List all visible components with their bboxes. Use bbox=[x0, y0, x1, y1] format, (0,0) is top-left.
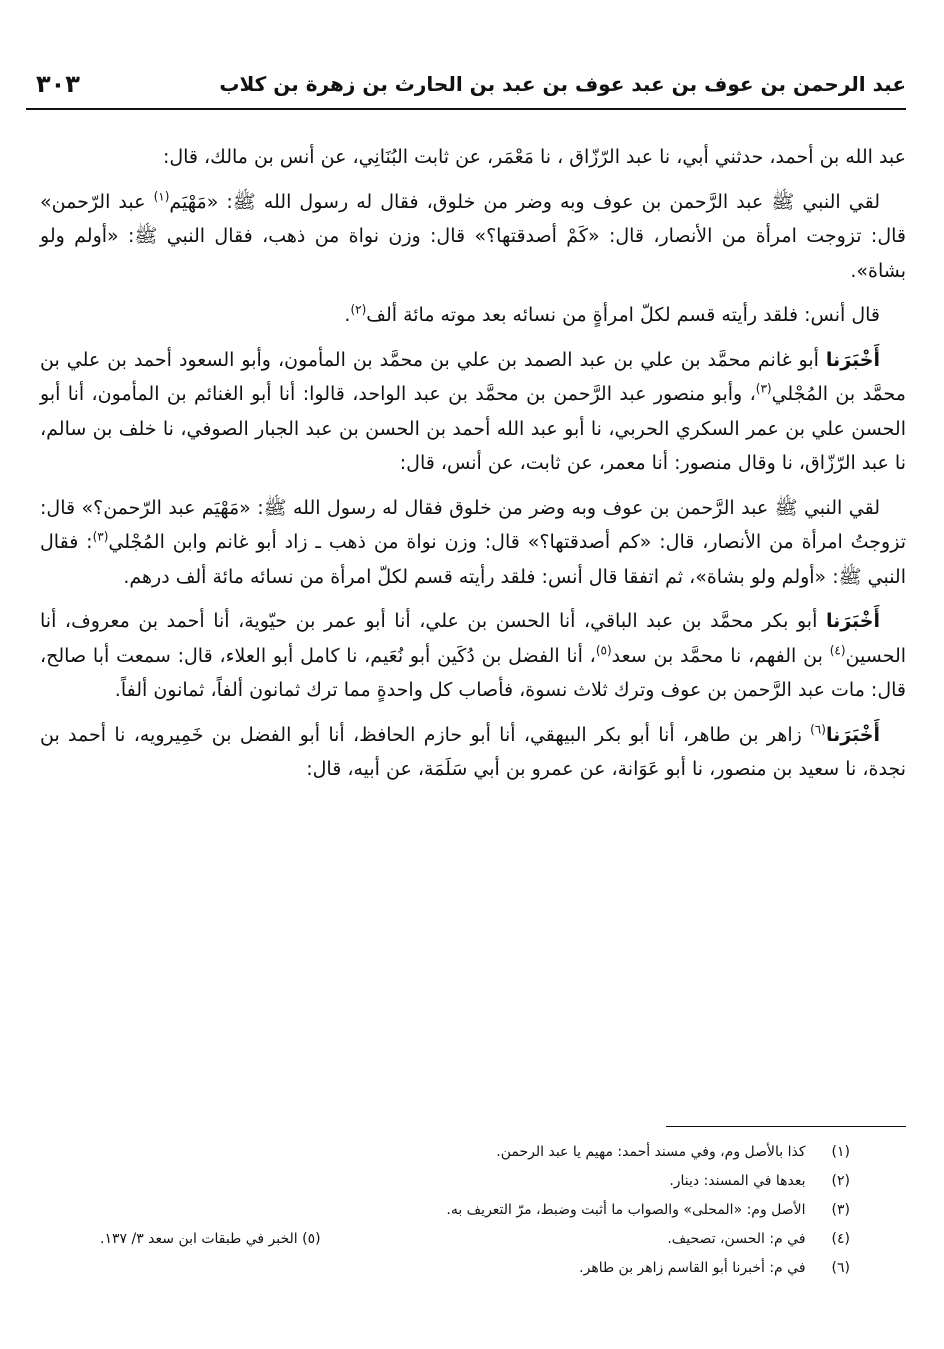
paragraph-text: ، وأبو منصور عبد الرَّحمن بن محمَّد بن عبد الواحد، قالوا: أنا أبو الغنائم بن المأمون، أنا أبو الحسن علي بن عمر السكري الحربي، نا أبو عبد الله أحمد بن الحسن بن عبد الجبار الصوفي، نا خلف بن سالم، نا عبد الرّزّاق، نا وقال منصور: أنا معمر، عن ثابت، عن أنس، قال: bbox=[40, 383, 906, 474]
paragraph-text: . bbox=[344, 304, 351, 326]
footnote-divider bbox=[666, 1126, 906, 1127]
akhbarana-lead: أَخْبَرَنا bbox=[825, 348, 880, 371]
footnote-ref-4: (٤) bbox=[829, 643, 846, 658]
paragraph bbox=[40, 343, 906, 481]
paragraph bbox=[40, 604, 906, 708]
paragraph-text: أبو غانم محمَّد بن علي بن عبد الصمد بن علي بن محمَّد بن المأمون، وأبو السعود أحمد بن علي بن محمَّد بن المُجْلي bbox=[40, 348, 906, 405]
main-text bbox=[40, 140, 906, 797]
footnote-ref-6: (٦) bbox=[810, 722, 826, 737]
footnote-inline bbox=[100, 1225, 321, 1254]
paragraph-text: لقي النبي ﷺ عبد الرَّحمن بن عوف وبه وضر من خلوق، فقال له رسول الله ﷺ: «مَهْيَم bbox=[169, 190, 881, 213]
footnote-number: (٤) bbox=[831, 1231, 850, 1247]
footnote-text: الخبر في طبقات ابن سعد ٣/ ١٣٧. bbox=[100, 1231, 298, 1247]
footnote-number: (١) bbox=[831, 1144, 850, 1160]
running-title: عبد الرحمن بن عوف بن عبد عوف بن عبد بن الحارث بن زهرة بن كلاب bbox=[219, 72, 906, 96]
footnote-ref-3b: (٣) bbox=[92, 529, 109, 544]
footnote-text: كذا بالأصل وم، وفي مسند أحمد: مهيم يا عبد الرحمن. bbox=[496, 1144, 806, 1160]
footnote bbox=[60, 1196, 850, 1225]
page-header bbox=[26, 66, 906, 108]
paragraph-text: أبو بكر محمَّد بن عبد الباقي، أنا الحسن بن علي، أنا أبو عمر بن حيّوية، أنا أحمد بن معروف، أنا الحسين bbox=[40, 610, 907, 667]
akhbarana-lead: أَخْبَرَنا bbox=[825, 723, 880, 746]
paragraph-text: زاهر بن طاهر، أنا أبو بكر البيهقي، أنا أبو حازم الحافظ، أنا أبو الفضل بن خَمِيرويه، نا أحمد بن نجدة، نا سعيد بن منصور، نا أبو عَوَانة، عن عمرو بن أبي سَلَمَة، عن أبيه، قال: bbox=[40, 723, 906, 780]
paragraph-text: عبد الرّحمن» قال: تزوجت امرأة من الأنصار، قال: «كَمْ أصدقتها؟» قال: وزن نواة من ذهب، فقال النبي ﷺ: «أولم ولو بشاة». bbox=[40, 190, 906, 282]
paragraph-text: قال أنس: فلقد رأيته قسم لكلّ امرأةٍ من نسائه بعد موته مائة ألف bbox=[366, 304, 880, 326]
paragraph bbox=[40, 140, 906, 175]
paragraph-text: عبد الله بن أحمد، حدثني أبي، نا عبد الرّزّاق ، نا مَعْمَر، عن ثابت البُنَانِي، عن أنس بن مالك، قال: bbox=[162, 146, 906, 168]
paragraph bbox=[40, 298, 906, 333]
paragraph-text: لقي النبي ﷺ عبد الرَّحمن بن عوف وبه وضر من خلوق فقال له رسول الله ﷺ: «مَهْيَم عبد الرّحمن؟» قال: تزوجتُ امرأة من الأنصار، قال: «كم أصدقتها؟» قال: وزن نواة من ذهب ـ زاد أبو غانم وابن المُجْلي bbox=[40, 496, 907, 553]
paragraph bbox=[40, 718, 906, 787]
paragraph bbox=[40, 491, 906, 595]
footnote-ref-2: (٢) bbox=[350, 302, 367, 317]
paragraph-text: : فقال النبي ﷺ: «أولم ولو بشاة»، ثم اتفقا قال أنس: فلقد رأيته قسم لكلّ امرأة من نسائه مائة ألف درهم. bbox=[40, 531, 906, 588]
footnote-number: (٦) bbox=[831, 1260, 850, 1276]
paragraph-text: ، أنا الفضل بن دُكَين أبو نُعَيم، نا كامل أبو العلاء، قال: سمعت أبا صالح، قال: مات عبد الرَّحمن بن عوف وترك ثلاث نسوة، فأصاب كل واحدةٍ مما ترك ثمانون ألفاً، ثمانون ألفاً. bbox=[40, 644, 906, 701]
footnote-text: بعدها في المسند: دينار. bbox=[669, 1173, 806, 1189]
footnote-text: الأصل وم: «المحلى» والصواب ما أثبت وضبط، مرّ التعريف به. bbox=[446, 1202, 806, 1218]
footnotes bbox=[60, 1138, 850, 1283]
footnote-number: (٥) bbox=[302, 1231, 321, 1247]
akhbarana-lead: أَخْبَرَنا bbox=[825, 610, 880, 632]
footnote-number: (٣) bbox=[831, 1202, 850, 1218]
header-rule bbox=[26, 108, 906, 110]
footnote-ref-5: (٥) bbox=[595, 643, 612, 658]
paragraph bbox=[40, 185, 906, 289]
footnote bbox=[60, 1254, 850, 1283]
footnote-number: (٢) bbox=[831, 1173, 850, 1189]
page-number: ٣٠٣ bbox=[36, 70, 80, 98]
footnote bbox=[60, 1225, 850, 1254]
footnote-ref-1: (١) bbox=[153, 189, 170, 204]
footnote-text: في م: الحسن، تصحيف. bbox=[667, 1231, 806, 1247]
footnote bbox=[60, 1138, 850, 1167]
footnote-text: في م: أخبرنا أبو القاسم زاهر بن طاهر. bbox=[579, 1260, 806, 1276]
footnote bbox=[60, 1167, 850, 1196]
paragraph-text: بن الفهم، نا محمَّد بن سعد bbox=[611, 644, 823, 667]
footnote-ref-3: (٣) bbox=[755, 381, 772, 396]
